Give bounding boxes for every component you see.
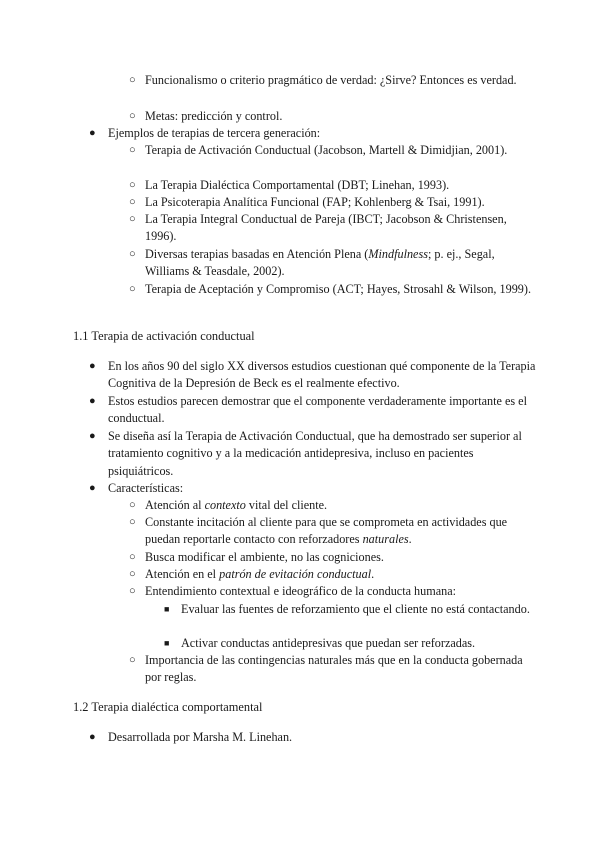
circle-bullet-icon: ○ [129,585,136,597]
list-item-text: Funcionalismo o criterio pragmático de verdad: ¿Sirve? Entonces es verdad. [145,73,517,87]
list-item-text: Se diseña así la Terapia de Activación Conductual, que ha demostrado ser superior al tratamiento cognitivo y a la medicación antidepresiva, incluso en pacientes psiquiátricos. [108,429,522,478]
list-item-text: La Terapia Dialéctica Comportamental (DBT; Linehan, 1993). [145,178,450,192]
disc-bullet-icon: ● [89,395,96,407]
circle-bullet-icon: ○ [129,568,136,580]
circle-bullet-icon: ○ [129,110,136,122]
disc-bullet-icon: ● [89,482,96,494]
list-item-text: Terapia de Aceptación y Compromiso (ACT; Hayes, Strosahl & Wilson, 1999). [145,282,531,296]
disc-bullet-icon: ● [89,430,96,442]
list-item-text: Constante incitación al cliente para que se comprometa en actividades que puedan reportarle contacto con reforzadores naturales. [145,515,508,547]
list-item-text: Atención en el patrón de evitación conductual. [145,567,375,581]
list-item-text: Evaluar las fuentes de reforzamiento que el cliente no está contactando. [181,602,530,616]
list-item-text: Desarrollada por Marsha M. Linehan. [108,730,293,744]
circle-bullet-icon: ○ [129,654,136,666]
list-item-text: Metas: predicción y control. [145,109,283,123]
list-item-text: Busca modificar el ambiente, no las cogniciones. [145,550,384,564]
disc-bullet-icon: ● [89,731,96,743]
circle-bullet-icon: ○ [129,213,136,225]
list-item-text: Estos estudios parecen demostrar que el componente verdaderamente importante es el conductual. [108,394,527,426]
circle-bullet-icon: ○ [129,499,136,511]
square-bullet-icon: ■ [164,638,170,648]
list-item-text: La Terapia Integral Conductual de Pareja (IBCT; Jacobson & Christensen, 1996). [145,212,507,244]
disc-bullet-icon: ● [89,360,96,372]
circle-bullet-icon: ○ [129,74,136,86]
list-item-text: Terapia de Activación Conductual (Jacobson, Martell & Dimidjian, 2001). [145,143,508,157]
list-item-text: Ejemplos de terapias de tercera generación: [108,126,321,140]
list-item-text: En los años 90 del siglo XX diversos estudios cuestionan qué componente de la Terapia Cognitiva de la Depresión de Beck es el realmente efectivo. [108,359,536,391]
square-bullet-icon: ■ [164,604,170,614]
circle-bullet-icon: ○ [129,179,136,191]
circle-bullet-icon: ○ [129,196,136,208]
circle-bullet-icon: ○ [129,516,136,528]
list-item-text: Diversas terapias basadas en Atención Plena (Mindfulness; p. ej., Segal, Williams & Teasdale, 2002). [145,247,495,279]
disc-bullet-icon: ● [89,127,96,139]
circle-bullet-icon: ○ [129,248,136,260]
list-item-text: Activar conductas antidepresivas que puedan ser reforzadas. [181,636,476,650]
section-heading: 1.2 Terapia dialéctica comportamental [73,700,263,714]
list-item-text: Atención al contexto vital del cliente. [145,498,328,512]
section-heading: 1.1 Terapia de activación conductual [73,329,255,343]
list-item-text: Entendimiento contextual e ideográfico de la conducta humana: [145,584,457,598]
list-item-text: Características: [108,481,184,495]
list-item-text: Importancia de las contingencias naturales más que en la conducta gobernada por reglas. [145,653,523,685]
circle-bullet-icon: ○ [129,144,136,156]
circle-bullet-icon: ○ [129,551,136,563]
circle-bullet-icon: ○ [129,283,136,295]
list-item-text: La Psicoterapia Analítica Funcional (FAP; Kohlenberg & Tsai, 1991). [145,195,485,209]
